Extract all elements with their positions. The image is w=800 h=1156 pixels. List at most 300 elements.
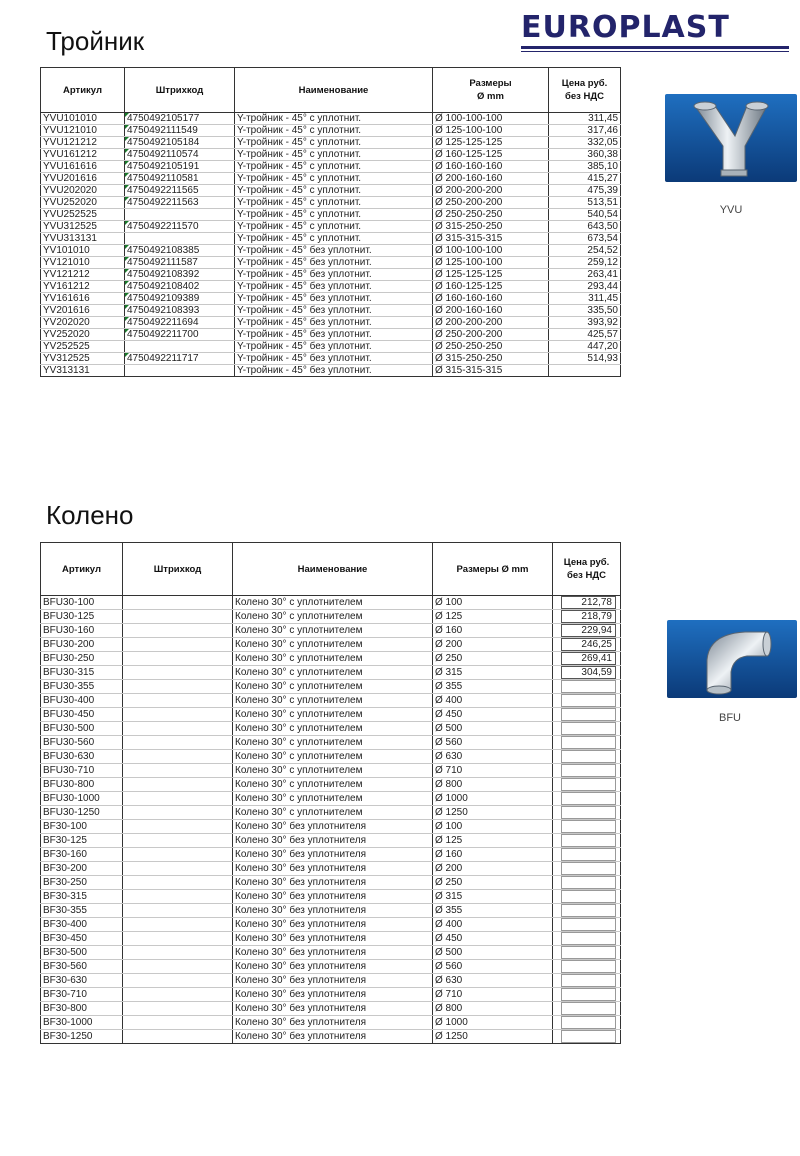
price-value	[561, 722, 616, 735]
price-cell: 513,51	[549, 197, 621, 209]
column-header-barcode: Штрихкод	[125, 68, 235, 113]
size-cell: Ø 100-100-100	[433, 245, 549, 257]
name-cell: Y-тройник - 45° с уплотнит.	[235, 233, 433, 245]
size-cell: Ø 200-160-160	[433, 173, 549, 185]
barcode-cell	[125, 233, 235, 245]
size-cell: Ø 250	[433, 652, 553, 666]
name-cell: Y-тройник - 45° с уплотнит.	[235, 161, 433, 173]
price-cell	[553, 680, 621, 694]
size-cell: Ø 160	[433, 624, 553, 638]
size-cell: Ø 200	[433, 638, 553, 652]
barcode-cell	[123, 1030, 233, 1044]
price-cell: 643,50	[549, 221, 621, 233]
barcode-cell	[125, 341, 235, 353]
barcode-cell	[123, 792, 233, 806]
table-row	[41, 736, 621, 750]
article-cell: YVU312525	[41, 221, 125, 233]
table-row	[41, 708, 621, 722]
size-cell: Ø 100	[433, 596, 553, 610]
name-cell: Колено 30° с уплотнителем	[233, 764, 433, 778]
size-cell: Ø 160	[433, 848, 553, 862]
price-cell: 425,57	[549, 329, 621, 341]
article-cell: YVU161616	[41, 161, 125, 173]
product-caption-yvu: YVU	[719, 204, 743, 216]
price-cell: 540,54	[549, 209, 621, 221]
article-cell: YVU202020	[41, 185, 125, 197]
price-cell	[553, 638, 621, 652]
table-row	[41, 792, 621, 806]
article-cell: YVU101010	[41, 113, 125, 125]
price-value: 304,59	[561, 666, 616, 679]
barcode-cell	[123, 904, 233, 918]
price-cell: 385,10	[549, 161, 621, 173]
table-row	[41, 932, 621, 946]
price-value	[561, 918, 616, 931]
column-header-barcode: Штрихкод	[123, 543, 233, 596]
table-row	[41, 329, 621, 341]
column-header-article: Артикул	[41, 543, 123, 596]
price-value	[561, 876, 616, 889]
product-caption-bfu: BFU	[719, 712, 741, 724]
article-cell: YV202020	[41, 317, 125, 329]
size-cell: Ø 100	[433, 820, 553, 834]
name-cell: Y-тройник - 45° с уплотнит.	[235, 185, 433, 197]
name-cell: Колено 30° без уплотнителя	[233, 862, 433, 876]
price-value: 218,79	[561, 610, 616, 623]
barcode-cell	[125, 209, 235, 221]
price-cell	[553, 722, 621, 736]
barcode-cell: 4750492108393	[125, 305, 235, 317]
name-cell: Колено 30° без уплотнителя	[233, 988, 433, 1002]
article-cell: BF30-355	[41, 904, 123, 918]
table-row	[41, 221, 621, 233]
name-cell: Y-тройник - 45° с уплотнит.	[235, 173, 433, 185]
table-row	[41, 960, 621, 974]
column-header-name: Наименование	[233, 543, 433, 596]
name-cell: Колено 30° без уплотнителя	[233, 834, 433, 848]
size-cell: Ø 160-160-160	[433, 161, 549, 173]
barcode-cell	[123, 834, 233, 848]
article-cell: YVU161212	[41, 149, 125, 161]
barcode-cell: 4750492211700	[125, 329, 235, 341]
price-cell	[553, 848, 621, 862]
article-cell: BFU30-1000	[41, 792, 123, 806]
size-cell: Ø 560	[433, 960, 553, 974]
name-cell: Y-тройник - 45° с уплотнит.	[235, 149, 433, 161]
table-row	[41, 904, 621, 918]
y-tee-icon	[665, 94, 797, 182]
barcode-cell	[123, 764, 233, 778]
name-cell: Y-тройник - 45° без уплотнит.	[235, 281, 433, 293]
table-row	[41, 257, 621, 269]
article-cell: BF30-1250	[41, 1030, 123, 1044]
price-value	[561, 820, 616, 833]
name-cell: Y-тройник - 45° без уплотнит.	[235, 353, 433, 365]
size-cell: Ø 800	[433, 778, 553, 792]
table-row	[41, 778, 621, 792]
price-cell	[553, 610, 621, 624]
size-cell: Ø 160-160-160	[433, 293, 549, 305]
name-cell: Колено 30° без уплотнителя	[233, 960, 433, 974]
price-value	[561, 932, 616, 945]
article-cell: BF30-560	[41, 960, 123, 974]
article-cell: YV101010	[41, 245, 125, 257]
name-cell: Колено 30° без уплотнителя	[233, 918, 433, 932]
table-row	[41, 137, 621, 149]
name-cell: Колено 30° с уплотнителем	[233, 624, 433, 638]
table-row	[41, 353, 621, 365]
name-cell: Колено 30° с уплотнителем	[233, 792, 433, 806]
barcode-cell	[123, 932, 233, 946]
size-cell: Ø 800	[433, 1002, 553, 1016]
table-row	[41, 694, 621, 708]
barcode-cell: 4750492105191	[125, 161, 235, 173]
article-cell: YV313131	[41, 365, 125, 377]
barcode-cell	[123, 708, 233, 722]
article-cell: BFU30-100	[41, 596, 123, 610]
column-header-price: Цена руб. без НДС	[549, 68, 621, 113]
article-cell: YV161212	[41, 281, 125, 293]
size-cell: Ø 710	[433, 988, 553, 1002]
size-cell: Ø 500	[433, 722, 553, 736]
size-cell: Ø 125-100-100	[433, 257, 549, 269]
tee-table-body	[41, 113, 621, 377]
elbow-icon	[667, 620, 797, 698]
article-cell: BF30-315	[41, 890, 123, 904]
name-cell: Колено 30° с уплотнителем	[233, 638, 433, 652]
size-cell: Ø 450	[433, 708, 553, 722]
table-row	[41, 317, 621, 329]
price-cell	[549, 365, 621, 377]
price-value: 229,94	[561, 624, 616, 637]
article-cell: BFU30-400	[41, 694, 123, 708]
name-cell: Y-тройник - 45° без уплотнит.	[235, 269, 433, 281]
price-cell	[553, 750, 621, 764]
price-value	[561, 708, 616, 721]
price-value	[561, 904, 616, 917]
table-row	[41, 281, 621, 293]
name-cell: Y-тройник - 45° с уплотнит.	[235, 197, 433, 209]
name-cell: Y-тройник - 45° с уплотнит.	[235, 209, 433, 221]
barcode-cell	[123, 596, 233, 610]
name-cell: Y-тройник - 45° с уплотнит.	[235, 125, 433, 137]
size-cell: Ø 250-250-250	[433, 209, 549, 221]
price-cell: 293,44	[549, 281, 621, 293]
price-cell	[553, 988, 621, 1002]
article-cell: YVU121010	[41, 125, 125, 137]
product-photo-bfu	[667, 620, 797, 698]
size-cell: Ø 1000	[433, 792, 553, 806]
size-cell: Ø 400	[433, 918, 553, 932]
column-header-name: Наименование	[235, 68, 433, 113]
price-cell	[553, 1002, 621, 1016]
size-cell: Ø 200-160-160	[433, 305, 549, 317]
barcode-cell	[123, 694, 233, 708]
name-cell: Y-тройник - 45° без уплотнит.	[235, 317, 433, 329]
price-cell	[553, 764, 621, 778]
price-value	[561, 974, 616, 987]
name-cell: Колено 30° без уплотнителя	[233, 946, 433, 960]
article-cell: YV161616	[41, 293, 125, 305]
barcode-cell: 4750492211717	[125, 353, 235, 365]
name-cell: Колено 30° с уплотнителем	[233, 778, 433, 792]
price-value	[561, 1002, 616, 1015]
logo-wordmark: EUROPLAST	[521, 10, 730, 45]
price-value	[561, 946, 616, 959]
name-cell: Колено 30° без уплотнителя	[233, 904, 433, 918]
barcode-cell: 4750492211563	[125, 197, 235, 209]
barcode-cell: 4750492211565	[125, 185, 235, 197]
name-cell: Колено 30° с уплотнителем	[233, 694, 433, 708]
article-cell: BFU30-630	[41, 750, 123, 764]
price-cell	[553, 932, 621, 946]
logo-underline-thin	[521, 51, 789, 52]
table-row	[41, 161, 621, 173]
size-cell: Ø 1250	[433, 806, 553, 820]
barcode-cell: 4750492105177	[125, 113, 235, 125]
article-cell: BFU30-250	[41, 652, 123, 666]
article-cell: YVU313131	[41, 233, 125, 245]
column-header-size: Размеры Ø mm	[433, 68, 549, 113]
name-cell: Колено 30° без уплотнителя	[233, 1002, 433, 1016]
barcode-cell	[123, 862, 233, 876]
table-row	[41, 722, 621, 736]
article-cell: BF30-250	[41, 876, 123, 890]
price-cell	[553, 806, 621, 820]
price-cell	[553, 876, 621, 890]
table-row	[41, 638, 621, 652]
name-cell: Колено 30° без уплотнителя	[233, 932, 433, 946]
price-value: 246,25	[561, 638, 616, 651]
article-cell: BF30-630	[41, 974, 123, 988]
table-row	[41, 245, 621, 257]
article-cell: BF30-1000	[41, 1016, 123, 1030]
article-cell: YV312525	[41, 353, 125, 365]
table-row	[41, 974, 621, 988]
price-value	[561, 890, 616, 903]
price-cell: 393,92	[549, 317, 621, 329]
table-row	[41, 890, 621, 904]
size-cell: Ø 630	[433, 750, 553, 764]
table-row	[41, 652, 621, 666]
article-cell: BFU30-355	[41, 680, 123, 694]
size-cell: Ø 560	[433, 736, 553, 750]
table-row	[41, 750, 621, 764]
column-header-size: Размеры Ø mm	[433, 543, 553, 596]
name-cell: Y-тройник - 45° с уплотнит.	[235, 221, 433, 233]
price-cell	[553, 820, 621, 834]
price-cell	[553, 694, 621, 708]
price-value	[561, 1016, 616, 1029]
size-cell: Ø 630	[433, 974, 553, 988]
table-row	[41, 624, 621, 638]
price-value	[561, 862, 616, 875]
barcode-cell	[123, 974, 233, 988]
tee-price-table	[40, 67, 621, 377]
table-row	[41, 125, 621, 137]
name-cell: Y-тройник - 45° с уплотнит.	[235, 137, 433, 149]
price-cell	[553, 890, 621, 904]
name-cell: Колено 30° с уплотнителем	[233, 708, 433, 722]
barcode-cell: 4750492105184	[125, 137, 235, 149]
name-cell: Колено 30° без уплотнителя	[233, 1016, 433, 1030]
price-value: 269,41	[561, 652, 616, 665]
barcode-cell	[123, 778, 233, 792]
section-title-tee: Тройник	[46, 26, 145, 56]
size-cell: Ø 315-315-315	[433, 365, 549, 377]
article-cell: BFU30-125	[41, 610, 123, 624]
price-cell: 360,38	[549, 149, 621, 161]
article-cell: YV121010	[41, 257, 125, 269]
name-cell: Колено 30° с уплотнителем	[233, 722, 433, 736]
article-cell: BFU30-450	[41, 708, 123, 722]
size-cell: Ø 200-200-200	[433, 317, 549, 329]
size-cell: Ø 315	[433, 666, 553, 680]
barcode-cell	[123, 820, 233, 834]
article-cell: BF30-100	[41, 820, 123, 834]
table-row	[41, 876, 621, 890]
price-cell	[553, 960, 621, 974]
barcode-cell: 4750492111549	[125, 125, 235, 137]
table-row	[41, 305, 621, 317]
size-cell: Ø 250-200-200	[433, 329, 549, 341]
article-cell: YV201616	[41, 305, 125, 317]
size-cell: Ø 355	[433, 904, 553, 918]
price-cell	[553, 904, 621, 918]
article-cell: BFU30-160	[41, 624, 123, 638]
name-cell: Y-тройник - 45° с уплотнит.	[235, 113, 433, 125]
price-value	[561, 764, 616, 777]
article-cell: BFU30-1250	[41, 806, 123, 820]
barcode-cell: 4750492110581	[125, 173, 235, 185]
table-row	[41, 848, 621, 862]
table-row	[41, 988, 621, 1002]
table-row	[41, 269, 621, 281]
table-row	[41, 1030, 621, 1044]
barcode-cell	[123, 918, 233, 932]
table-row	[41, 149, 621, 161]
table-row	[41, 680, 621, 694]
table-row	[41, 341, 621, 353]
table-row	[41, 197, 621, 209]
price-cell: 259,12	[549, 257, 621, 269]
name-cell: Колено 30° без уплотнителя	[233, 848, 433, 862]
price-cell	[553, 708, 621, 722]
article-cell: BF30-450	[41, 932, 123, 946]
price-value	[561, 848, 616, 861]
column-header-article: Артикул	[41, 68, 125, 113]
name-cell: Колено 30° с уплотнителем	[233, 596, 433, 610]
barcode-cell	[123, 652, 233, 666]
price-cell	[553, 834, 621, 848]
barcode-cell	[123, 736, 233, 750]
price-cell	[553, 1016, 621, 1030]
name-cell: Колено 30° с уплотнителем	[233, 680, 433, 694]
section-title-elbow: Колено	[46, 500, 134, 530]
price-cell: 317,46	[549, 125, 621, 137]
article-cell: BFU30-560	[41, 736, 123, 750]
price-cell	[553, 624, 621, 638]
price-cell: 332,05	[549, 137, 621, 149]
barcode-cell: 4750492211694	[125, 317, 235, 329]
price-cell: 673,54	[549, 233, 621, 245]
price-cell	[553, 974, 621, 988]
barcode-cell	[123, 722, 233, 736]
price-value	[561, 806, 616, 819]
elbow-price-table	[40, 542, 621, 1044]
table-row	[41, 806, 621, 820]
price-cell	[553, 778, 621, 792]
price-value	[561, 694, 616, 707]
name-cell: Y-тройник - 45° без уплотнит.	[235, 257, 433, 269]
table-row	[41, 820, 621, 834]
size-cell: Ø 400	[433, 694, 553, 708]
price-value	[561, 792, 616, 805]
barcode-cell	[123, 988, 233, 1002]
barcode-cell: 4750492211570	[125, 221, 235, 233]
size-cell: Ø 160-125-125	[433, 281, 549, 293]
barcode-cell	[123, 624, 233, 638]
name-cell: Y-тройник - 45° без уплотнит.	[235, 305, 433, 317]
article-cell: BF30-160	[41, 848, 123, 862]
barcode-cell	[123, 960, 233, 974]
name-cell: Колено 30° с уплотнителем	[233, 806, 433, 820]
price-cell: 514,93	[549, 353, 621, 365]
article-cell: BFU30-500	[41, 722, 123, 736]
table-row	[41, 666, 621, 680]
size-cell: Ø 1250	[433, 1030, 553, 1044]
name-cell: Y-тройник - 45° без уплотнит.	[235, 365, 433, 377]
size-cell: Ø 500	[433, 946, 553, 960]
size-cell: Ø 315-250-250	[433, 221, 549, 233]
barcode-cell: 4750492109389	[125, 293, 235, 305]
barcode-cell	[123, 750, 233, 764]
article-cell: BF30-125	[41, 834, 123, 848]
barcode-cell	[125, 365, 235, 377]
logo-underline	[521, 46, 789, 49]
article-cell: YVU252020	[41, 197, 125, 209]
name-cell: Колено 30° без уплотнителя	[233, 1030, 433, 1044]
barcode-cell	[123, 1002, 233, 1016]
price-cell: 263,41	[549, 269, 621, 281]
price-value	[561, 778, 616, 791]
article-cell: BF30-400	[41, 918, 123, 932]
price-cell: 335,50	[549, 305, 621, 317]
table-row	[41, 293, 621, 305]
table-row	[41, 185, 621, 197]
name-cell: Колено 30° без уплотнителя	[233, 820, 433, 834]
price-cell: 415,27	[549, 173, 621, 185]
barcode-cell	[123, 610, 233, 624]
name-cell: Колено 30° без уплотнителя	[233, 890, 433, 904]
name-cell: Колено 30° с уплотнителем	[233, 750, 433, 764]
price-cell: 254,52	[549, 245, 621, 257]
barcode-cell	[123, 876, 233, 890]
price-cell: 475,39	[549, 185, 621, 197]
name-cell: Y-тройник - 45° без уплотнит.	[235, 329, 433, 341]
size-cell: Ø 315	[433, 890, 553, 904]
size-cell: Ø 315-250-250	[433, 353, 549, 365]
size-cell: Ø 125-125-125	[433, 269, 549, 281]
table-row	[41, 918, 621, 932]
article-cell: BFU30-200	[41, 638, 123, 652]
table-row	[41, 209, 621, 221]
name-cell: Колено 30° без уплотнителя	[233, 876, 433, 890]
table-row	[41, 596, 621, 610]
table-row	[41, 610, 621, 624]
article-cell: BF30-710	[41, 988, 123, 1002]
article-cell: BFU30-800	[41, 778, 123, 792]
